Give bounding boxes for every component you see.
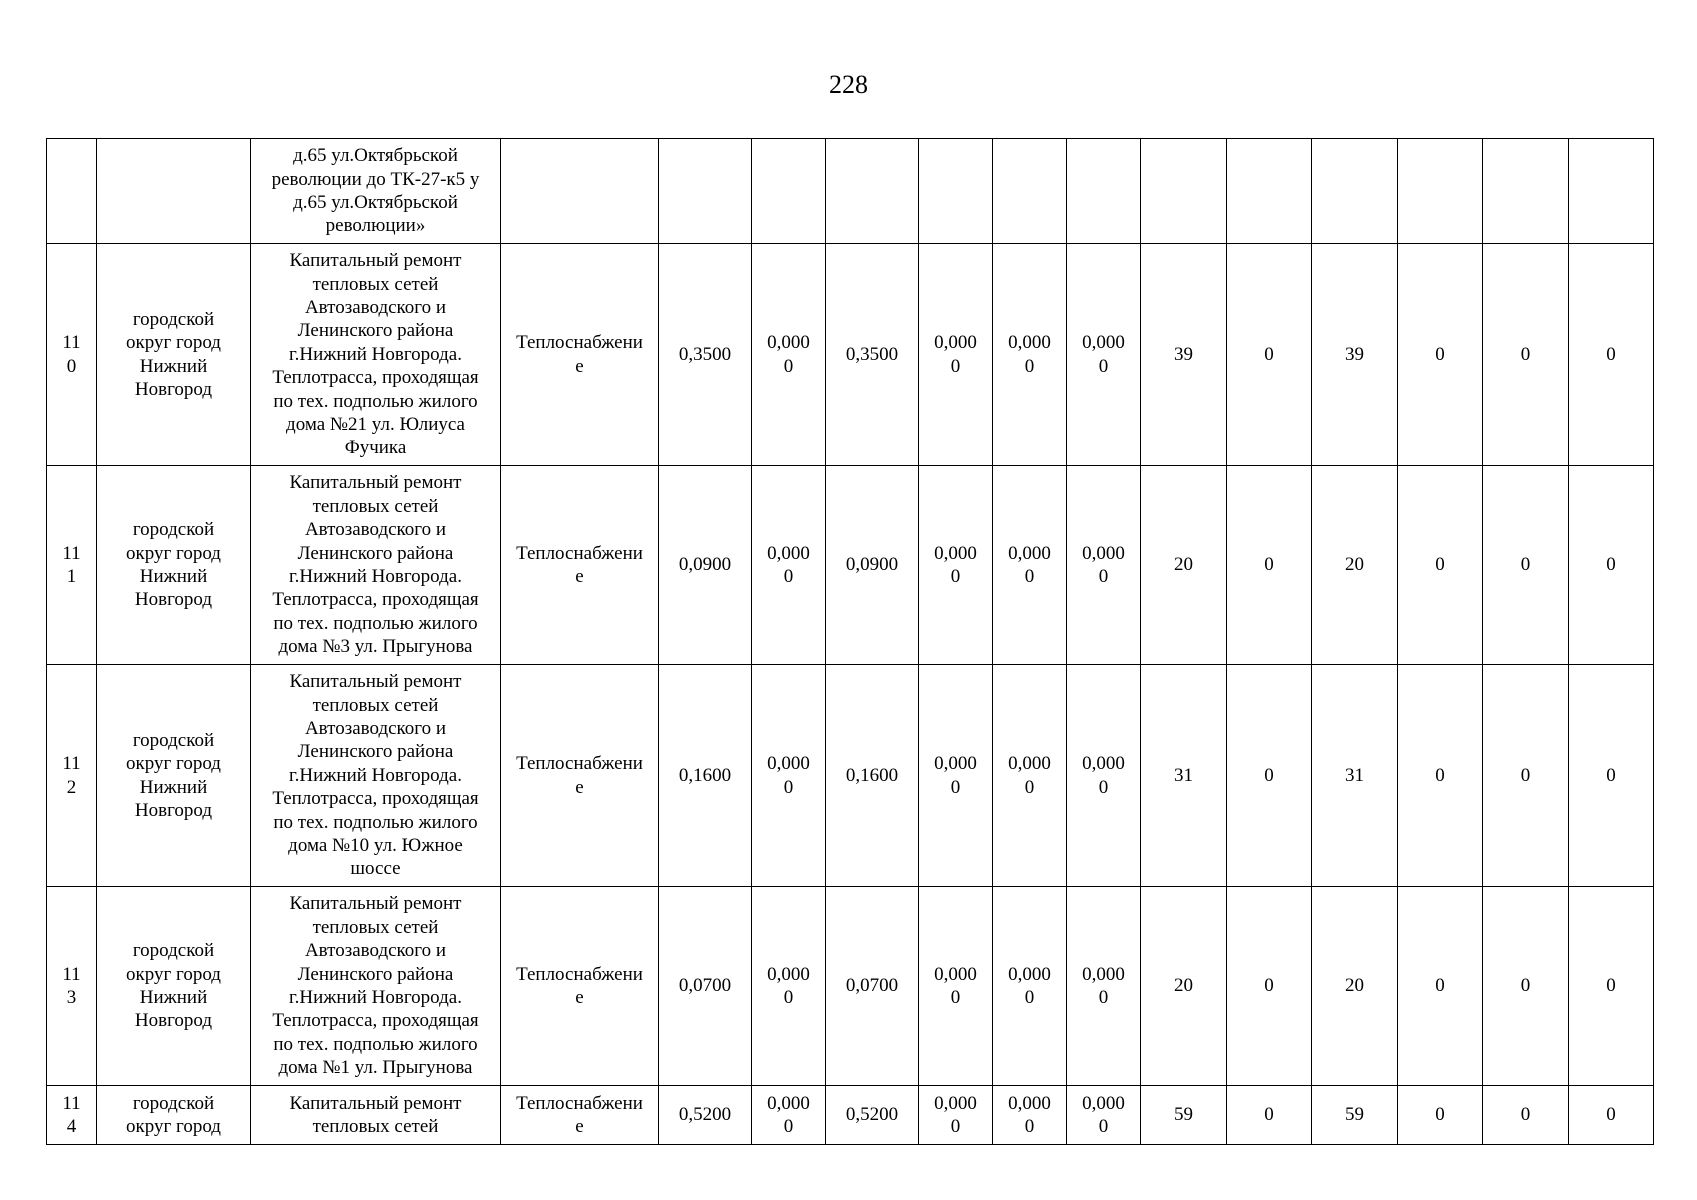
value-cell: 0,000 0 — [752, 244, 826, 466]
municipality-cell: городской округ город — [97, 1086, 251, 1145]
value-cell: 0,5200 — [826, 1086, 919, 1145]
row-number-cell: 11 1 — [47, 466, 97, 665]
value-cell: 0,000 0 — [993, 466, 1067, 665]
value-cell — [1483, 139, 1569, 244]
value-cell: 0,000 0 — [993, 887, 1067, 1086]
value-cell: 0 — [1227, 1086, 1312, 1145]
value-cell: 0 — [1227, 665, 1312, 887]
value-cell: 0,000 0 — [1067, 466, 1141, 665]
value-cell: 0 — [1569, 665, 1654, 887]
utility-type-cell: Теплоснабжени е — [501, 1086, 659, 1145]
investment-program-table — [46, 138, 1654, 1145]
value-cell: 0,000 0 — [752, 665, 826, 887]
value-cell: 0,000 0 — [919, 665, 993, 887]
utility-type-cell: Теплоснабжени е — [501, 665, 659, 887]
value-cell: 0,0700 — [826, 887, 919, 1086]
value-cell: 0,1600 — [826, 665, 919, 887]
value-cell: 0,000 0 — [1067, 887, 1141, 1086]
value-cell: 0 — [1483, 244, 1569, 466]
value-cell — [1067, 139, 1141, 244]
municipality-cell: городской округ город Нижний Новгород — [97, 665, 251, 887]
row-number-cell — [47, 139, 97, 244]
table-row — [47, 139, 1654, 244]
value-cell: 31 — [1141, 665, 1227, 887]
row-number-cell: 11 4 — [47, 1086, 97, 1145]
value-cell: 0 — [1227, 244, 1312, 466]
value-cell: 0,000 0 — [752, 466, 826, 665]
value-cell: 0 — [1483, 665, 1569, 887]
value-cell — [826, 139, 919, 244]
value-cell: 0,1600 — [659, 665, 752, 887]
value-cell: 0 — [1483, 466, 1569, 665]
page-number: 228 — [829, 70, 868, 99]
value-cell: 0 — [1398, 244, 1483, 466]
municipality-cell: городской округ город Нижний Новгород — [97, 466, 251, 665]
municipality-cell — [97, 139, 251, 244]
project-description-cell: Капитальный ремонт тепловых сетей Автозаводского и Ленинского района г.Нижний Новгорода. Теплотрасса, проходящая по тех. подполью жилого дома №10 ул. Южное шоссе — [251, 665, 501, 887]
project-description-cell: д.65 ул.Октябрьской революции до ТК-27-к5 у д.65 ул.Октябрьской революции» — [251, 139, 501, 244]
value-cell: 0 — [1398, 665, 1483, 887]
value-cell: 0,000 0 — [919, 887, 993, 1086]
value-cell: 20 — [1141, 466, 1227, 665]
value-cell — [919, 139, 993, 244]
value-cell: 59 — [1141, 1086, 1227, 1145]
value-cell: 0,000 0 — [1067, 244, 1141, 466]
table-row — [47, 466, 1654, 665]
value-cell — [1312, 139, 1398, 244]
value-cell: 0 — [1569, 1086, 1654, 1145]
value-cell: 0,0900 — [659, 466, 752, 665]
value-cell: 0,0700 — [659, 887, 752, 1086]
value-cell — [1569, 139, 1654, 244]
row-number-cell: 11 0 — [47, 244, 97, 466]
value-cell: 0,000 0 — [993, 665, 1067, 887]
value-cell: 0,000 0 — [919, 1086, 993, 1145]
municipality-cell: городской округ город Нижний Новгород — [97, 887, 251, 1086]
row-number-cell: 11 3 — [47, 887, 97, 1086]
value-cell: 0,0900 — [826, 466, 919, 665]
value-cell: 20 — [1312, 466, 1398, 665]
value-cell: 0,000 0 — [752, 887, 826, 1086]
value-cell: 0,000 0 — [993, 244, 1067, 466]
value-cell: 0 — [1398, 887, 1483, 1086]
value-cell — [1227, 139, 1312, 244]
value-cell: 0,000 0 — [919, 244, 993, 466]
value-cell: 0 — [1483, 887, 1569, 1086]
value-cell: 0,000 0 — [752, 1086, 826, 1145]
value-cell: 0 — [1398, 466, 1483, 665]
value-cell: 0,000 0 — [1067, 665, 1141, 887]
value-cell: 0 — [1569, 887, 1654, 1086]
value-cell — [1141, 139, 1227, 244]
value-cell: 0,3500 — [659, 244, 752, 466]
row-number-cell: 11 2 — [47, 665, 97, 887]
value-cell: 39 — [1141, 244, 1227, 466]
project-description-cell: Капитальный ремонт тепловых сетей — [251, 1086, 501, 1145]
project-description-cell: Капитальный ремонт тепловых сетей Автозаводского и Ленинского района г.Нижний Новгорода. Теплотрасса, проходящая по тех. подполью жилого дома №21 ул. Юлиуса Фучика — [251, 244, 501, 466]
value-cell: 0 — [1569, 244, 1654, 466]
value-cell: 0 — [1569, 466, 1654, 665]
utility-type-cell: Теплоснабжени е — [501, 887, 659, 1086]
value-cell: 0,000 0 — [993, 1086, 1067, 1145]
value-cell — [752, 139, 826, 244]
value-cell — [659, 139, 752, 244]
municipality-cell: городской округ город Нижний Новгород — [97, 244, 251, 466]
value-cell: 20 — [1312, 887, 1398, 1086]
value-cell: 0 — [1398, 1086, 1483, 1145]
value-cell: 0,3500 — [826, 244, 919, 466]
value-cell: 39 — [1312, 244, 1398, 466]
value-cell: 59 — [1312, 1086, 1398, 1145]
table-row — [47, 665, 1654, 887]
value-cell: 0 — [1227, 466, 1312, 665]
table-row — [47, 1086, 1654, 1145]
table-row — [47, 244, 1654, 466]
value-cell: 0,000 0 — [919, 466, 993, 665]
utility-type-cell: Теплоснабжени е — [501, 244, 659, 466]
value-cell: 0,5200 — [659, 1086, 752, 1145]
value-cell: 0 — [1227, 887, 1312, 1086]
value-cell: 20 — [1141, 887, 1227, 1086]
value-cell: 0 — [1483, 1086, 1569, 1145]
table-row — [47, 887, 1654, 1086]
utility-type-cell: Теплоснабжени е — [501, 466, 659, 665]
value-cell: 31 — [1312, 665, 1398, 887]
project-description-cell: Капитальный ремонт тепловых сетей Автозаводского и Ленинского района г.Нижний Новгорода. Теплотрасса, проходящая по тех. подполью жилого дома №1 ул. Прыгунова — [251, 887, 501, 1086]
value-cell — [993, 139, 1067, 244]
value-cell: 0,000 0 — [1067, 1086, 1141, 1145]
value-cell — [1398, 139, 1483, 244]
project-description-cell: Капитальный ремонт тепловых сетей Автозаводского и Ленинского района г.Нижний Новгорода. Теплотрасса, проходящая по тех. подполью жилого дома №3 ул. Прыгунова — [251, 466, 501, 665]
utility-type-cell — [501, 139, 659, 244]
